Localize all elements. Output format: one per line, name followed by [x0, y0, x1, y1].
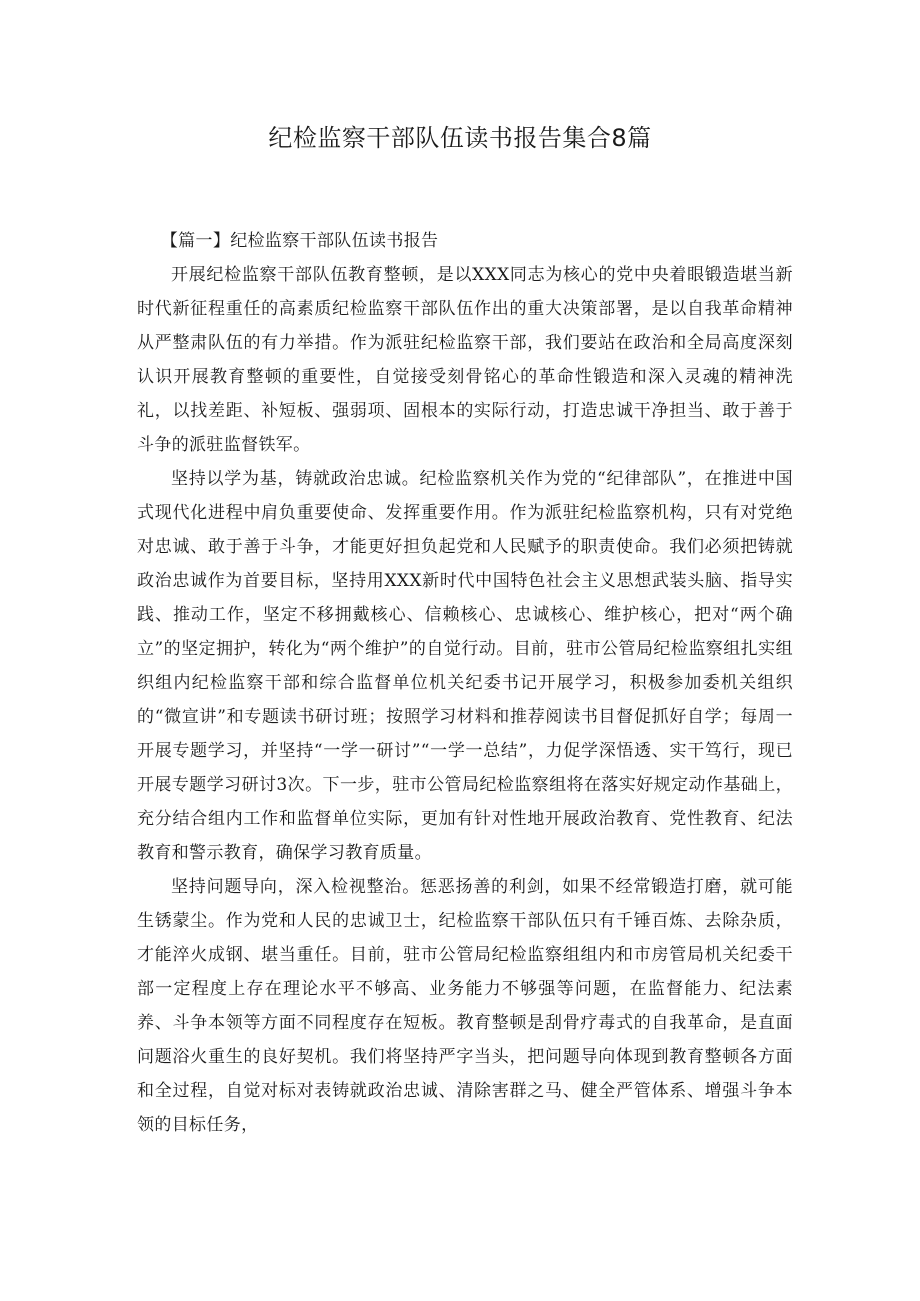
document-title: 纪检监察干部队伍读书报告集合8篇 — [268, 124, 652, 152]
section-heading: 【篇一】纪检监察干部队伍读书报告 — [160, 231, 439, 251]
body-paragraph: 开展纪检监察干部队伍教育整顿，是以XXX同志为核心的党中央着眼锻造堪当新时代新征程重任的高素质纪检监察干部队伍作出的重大决策部署，是以自我革命精神从严整肃队伍的有力举措。作为派驻纪检监察干部，我们要站在政治和全局高度深刻认识开展教育整顿的重要性，自觉接受刻骨铭心的革命性锻造和深入灵魂的精神洗礼，以找差距、补短板、强弱项、固根本的实际行动，打造忠诚干净担当、敢于善于斗争的派驻监督铁军。 — [137, 265, 793, 455]
body-paragraph: 坚持问题导向，深入检视整治。惩恶扬善的利剑，如果不经常锻造打磨，就可能生锈蒙尘。作为党和人民的忠诚卫士，纪检监察干部队伍只有千锤百炼、去除杂质，才能淬火成钢、堪当重任。目前，驻市公管局纪检监察组组内和市房管局机关纪委干部一定程度上存在理论水平不够高、业务能力不够强等问题，在监督能力、纪法素养、斗争本领等方面不同程度存在短板。教育整顿是刮骨疗毒式的自我革命，是直面问题浴火重生的良好契机。我们将坚持严字当头，把问题导向体现到教育整顿各方面和全过程，自觉对标对表铸就政治忠诚、清除害群之马、健全严管体系、增强斗争本领的目标任务， — [137, 877, 793, 1135]
body-paragraph: 坚持以学为基，铸就政治忠诚。纪检监察机关作为党的“纪律部队”，在推进中国式现代化进程中肩负重要使命、发挥重要作用。作为派驻纪检监察机构，只有对党绝对忠诚、敢于善于斗争，才能更好担负起党和人民赋予的职责使命。我们必须把铸就政治忠诚作为首要目标，坚持用XXX新时代中国特色社会主义思想武装头脑、指导实践、推动工作，坚定不移拥戴核心、信赖核心、忠诚核心、维护核心，把对“两个确立”的坚定拥护，转化为“两个维护”的自觉行动。目前，驻市公管局纪检监察组扎实组织组内纪检监察干部和综合监督单位机关纪委书记开展学习，积极参加委机关组织的“微宣讲”和专题读书研讨班；按照学习材料和推荐阅读书目督促抓好自学；每周一开展专题学习，并坚持“一学一研讨”“一学一总结”，力促学深悟透、实干笃行，现已开展专题学习研讨3次。下一步，驻市公管局纪检监察组将在落实好规定动作基础上，充分结合组内工作和监督单位实际，更加有针对性地开展政治教育、党性教育、纪法教育和警示教育，确保学习教育质量。 — [137, 469, 793, 863]
document-body — [137, 224, 793, 1142]
